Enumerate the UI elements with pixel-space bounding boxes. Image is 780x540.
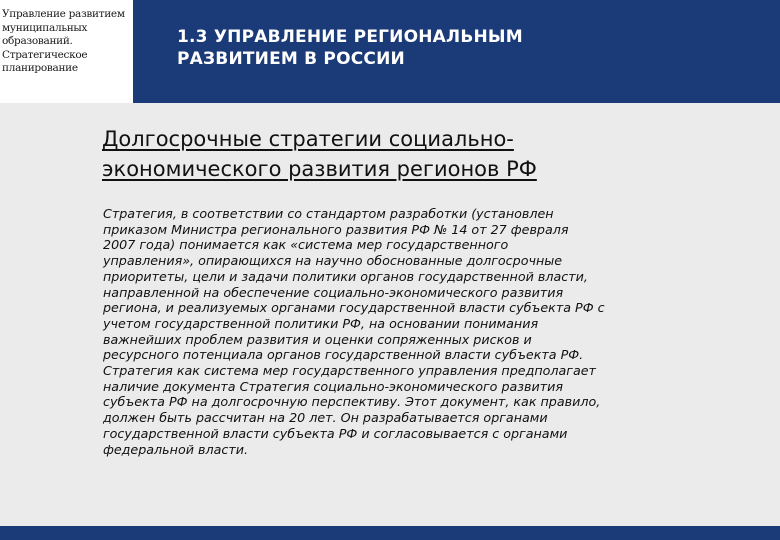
- slide-title: 1.3 УПРАВЛЕНИЕ РЕГИОНАЛЬНЫМ РАЗВИТИЕМ В РОССИИ: [177, 27, 523, 69]
- section-label-box: [0, 0, 133, 103]
- footer-bar: [0, 526, 780, 540]
- content-heading: Долгосрочные стратегии социально- экономического развития регионов РФ: [102, 127, 537, 181]
- section-label: Управление развитием муниципальных образований. Стратегическое планирование: [2, 8, 125, 74]
- content-body: Стратегия, в соответствии со стандартом разработки (установлен приказом Министра регионального развития РФ № 14 от 27 февраля 2007 года) понимается как «система мер государственного управления», опирающихся на научно обоснованные долгосрочные приоритеты, цели и задачи политики органов государственной власти, направленной на обеспечение социально-экономического развития региона, и реализуемых органами государственной власти субъекта РФ с учетом государственной политики РФ, на основании понимания важнейших проблем развития и оценки сопряженных рисков и ресурсного потенциала органов государственной власти субъекта РФ. Стратегия как система мер государственного управления предполагает наличие документа Стратегия социально-экономического развития субъекта РФ на долгосрочную перспективу. Этот документ, как правило, должен быть рассчитан на 20 лет. Он разрабатывается органами государственной власти субъекта РФ и согласовывается с органами федеральной власти.: [103, 206, 605, 457]
